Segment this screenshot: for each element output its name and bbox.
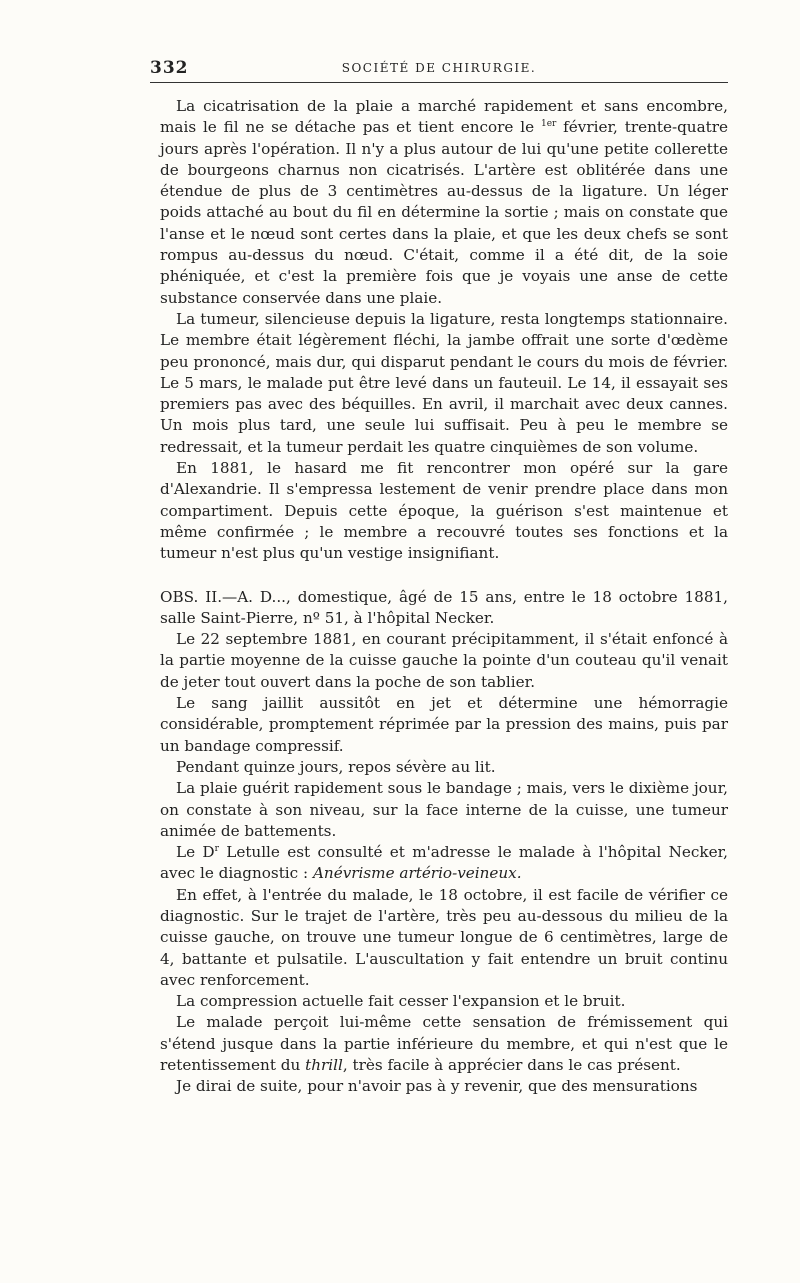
paragraph: Le 22 septembre 1881, en courant précipitamment, il s'était enfoncé à la partie moyenne de la cuisse gauche la pointe d'un couteau qu'il venait de jeter tout ouvert dans la poche de son tablier. [160, 630, 728, 691]
running-title: SOCIÉTÉ DE CHIRURGIE. [341, 61, 537, 75]
paragraph: La cicatrisation de la plaie a marché rapidement et sans encombre, mais le fil ne se détache pas et tient encore le $^{1er}$ février, trente-quatre jours après l'opération. Il n'y a plus autour de lui qu'une petite collerette de bourgeons charnus non cicatrisés. L'artère est oblitérée dans une étendue de plus de 3 centimètres au-dessus de la ligature. Un léger poids attaché au bout du fil en détermine la sortie ; mais on constate que l'anse et le nœud sont certes dans la plaie, et que les deux chefs se sont rompus au-dessus du nœud. C'était, comme il a été dit, de la soie phéniquée, et c'est la première fois que je voyais une anse de cette substance conservée dans une plaie. [160, 97, 728, 307]
paragraph: Pendant quinze jours, repos sévère au lit. [176, 757, 496, 776]
paragraph: Je dirai de suite, pour n'avoir pas à y revenir, que des mensurations [176, 1077, 698, 1096]
paragraph: En effet, à l'entrée du malade, le 18 octobre, il est facile de vérifier ce diagnostic. Sur le trajet de l'artère, très peu au-dessous du milieu de la cuisse gauche, on trouve une tumeur longue de 6 centimètres, large de 4, battante et pulsatile. L'auscultation y fait entendre un bruit continu avec renforcement. [160, 885, 728, 989]
paragraph: Le $D^r$ Letulle est consulté et m'adresse le malade à l'hôpital Necker, avec le diagnostic : Anévrisme artério-veineux. [160, 843, 729, 883]
paragraph: La tumeur, silencieuse depuis la ligature, resta longtemps stationnaire. Le membre était légèrement fléchi, la jambe offrait une sorte d'œdème peu prononcé, mais dur, qui disparut pendant le cours du mois de février. Le 5 mars, le malade put être levé dans un fauteuil. Le 14, il essayait ses premiers pas avec des béquilles. En avril, il marchait avec deux cannes. Un mois plus tard, une seule lui suffisait. Peu à peu le membre se redressait, et la tumeur perdait les quatre cinquièmes de son volume. [160, 309, 728, 456]
paragraph: La plaie guérit rapidement sous le bandage ; mais, vers le dixième jour, on constate à son niveau, sur la face interne de la cuisse, une tumeur animée de battements. [160, 779, 728, 840]
paragraph: La compression actuelle fait cesser l'expansion et le bruit. [176, 992, 626, 1011]
body-text [160, 96, 728, 1098]
page-number: 332 [150, 58, 189, 78]
paragraph: Le malade perçoit lui-même cette sensation de frémissement qui s'étend jusque dans la partie inférieure du membre, et qui n'est que le retentissement du thrill, très facile à apprécier dans le cas présent. [160, 1013, 728, 1075]
paragraph: En 1881, le hasard me fit rencontrer mon opéré sur la gare d'Alexandrie. Il s'empressa lestement de venir prendre place dans mon compartiment. Depuis cette époque, la guérison s'est maintenue et même confirmée ; le membre a recouvré toutes ses fonctions et la tumeur n'est plus qu'un vestige insignifiant. [160, 459, 728, 563]
paragraph: Le sang jaillit aussitôt en jet et détermine une hémorragie considérable, promptement réprimée par la pression des mains, puis par un bandage compressif. [160, 694, 728, 755]
observation-heading: OBS. II.—A. D..., domestique, âgé de 15 ans, entre le 18 octobre 1881, salle Saint-Pierre, nº 51, à l'hôpital Necker. [160, 587, 728, 627]
page-header [150, 58, 728, 83]
